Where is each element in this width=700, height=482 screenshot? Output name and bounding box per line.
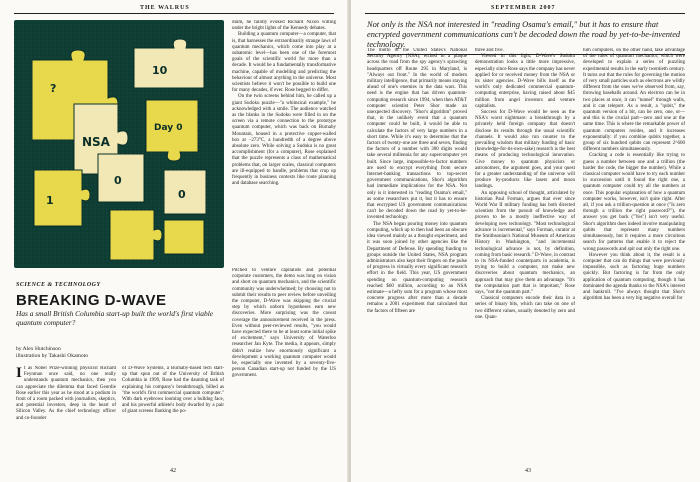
piece-label-day: Day 0 [154, 123, 183, 133]
puzzle-pieces-graphic [14, 20, 224, 268]
pull-quote: Not only is the NSA not interested in "reading Osama's email," but it has to ensure that encrypted government communications can't be decoded down the road by yet-to-be-invented technology. [367, 20, 685, 55]
byline-author: by Alex Hutchinson [16, 346, 61, 352]
paragraph: On the twin screens behind him, he called up a giant Sudoku puzzle—"a whimsical example," he acknowledged with a smile. The audience watched as the blanks in the Sudoku were filled in on the screen via a remote connection to the prototype quantum computer, which was back on Burnaby Mountain, housed in a protective copper-walled box at −273°C, a hundredth of a degree above absolute zero. While solving a Sudoku is no great accomplishment (for a computer), Rose explained that the puzzle represents a class of mathematical problems that, on larger scales, classical computers are ill-equipped to handle, problems that crop up frequently in business contexts like route planning and database searching. [232, 94, 336, 187]
header-rule-right [365, 13, 685, 14]
piece-label-zero-a: 0 [114, 174, 122, 187]
running-head-right: SEPTEMBER 2007 [491, 5, 556, 11]
column-right-2 [475, 48, 575, 464]
paragraph: The motto of the United States's National Security Agency (NSA), etched in a plaque across the road from the spy agency's sprawling headquarters off Route 295 in Maryland, is "Always out front." In the world of modern military intelligence, that primarily means staying ahead of one's enemies in the data wars. This need is the engine that has driven quantum-computing research since 1994, when then AT&T computer scientist Peter Shor made an unexpected discovery. "Shor's algorithm" proved that, in the unlikely event that a quantum computer could be built, it would be able to calculate the factors of very large numbers in a short time. While it's easy to determine that the factors of twenty-one are three and seven, finding the factors of a number with 300 digits would take several millennia for any supercomputer yet built. Since large, impossible-to-factor numbers are used to encrypt everything from secure Internet-banking transactions to top-secret government communications, Shor's algorithm had immediate implications for the NSA. Not only is it interested in "reading Osama's email," as some researchers put it, but it has to ensure that encrypted US government communications can't be decoded down the road by yet-to-be-invented technology. [367, 48, 467, 221]
column-left-lower [232, 268, 336, 464]
puzzle-illustration [14, 20, 224, 268]
paragraph: Building a quantum computer—a computer, that is, that harnesses the extraordinarily strange laws of quantum mechanics, which come into play at a subatomic level—has been one of the foremost goals of the scientific world for more than a decade. It would be a fundamentally transformative machine, capable of modelling and predicting the behaviour of almost anything in the universe. Most scientists believe it won't be possible to build one for many decades, if ever. Rose begged to differ. [232, 32, 336, 94]
page-number-left: 42 [170, 468, 176, 474]
paragraph: Classical computers encode their data in a series of binary bits, which can take on one of two different values, usually denoted by zero and one. Quan- [475, 296, 575, 320]
byline-illustrator: illustration by Takashi Okamoto [16, 353, 89, 359]
paragraph: f as Nobel Prize-winning physicist Richard Feynman once said, no one really understands quantum mechanics, then you can appreciate the dilemma that faced Geordie Rose earlier this year as he stood at a podium in front of a room packed with journalists, skeptics, and potential investors, deep in the heart of Silicon Valley. As the chief technology officer and co-founder [16, 366, 116, 421]
paragraph: Cracking a code is essentially like trying to guess a number between one and a trillion (the harder the code, the bigger the number). While a classical computer would have to try each number in succession until it found the right one, a quantum computer could try all the numbers at once. This popular explanation of how a quantum computer works, however, isn't quite right. After all, if you ask a trillion-question at once ("Is zero through a trillion the right password?"), the answer you get back ("Yes") isn't very useful. Shor's algorithm does indeed involve manipulating qubits that represent many numbers simultaneously, but it requires a more circuitous search for patterns that enable it to reject the wrong passwords and spit out only the right one. [583, 153, 685, 252]
running-head-left: THE WALRUS [140, 5, 190, 11]
column-bottom-b [122, 366, 224, 468]
paragraph: Success for D-Wave would be seen as the NSA's worst nightmare: a breakthrough by a privately held foreign company that doesn't disclose its results through the usual scientific channels. It would also run counter to the prevailing wisdom that military funding of basic (knowledge-for-its-own-sake) research is the best means of producing technological innovation. Give money to quantum physicists or astronomers, the argument goes, and your quest for a greater understanding of the universe will produce by-products like lasers and moon landings. [475, 110, 575, 190]
right-page [351, 0, 700, 482]
header-rule-left [14, 13, 334, 14]
column-left-upper [232, 20, 336, 266]
page-number-right: 43 [525, 468, 531, 474]
paragraph: Pitched to venture capitalists and potential corporate customers, the demo was long on vision and short on quantum mechanics, and the scientific community was underwhelmed; by choosing not to submit their results to peer review before unveiling the computer, D-Wave was skipping the crucial step by which unborn hypotheses earn new discoveries. More surprising was the caveat coverage the announcement received in the press. Even without peer-reviewed results, "you would have expected there to be at least some initial spike of excitement," says University of Waterloo researcher Jan Kyte. The media, it appears, simply didn't realize how enormously significant a development a working quantum computer would be, especially one invented by a seventy-five-person Canadian start-up not funded by the US government. [232, 268, 336, 379]
left-page [0, 0, 349, 482]
piece-label-one: 1 [46, 194, 54, 207]
article-dek: Has a small British Columbia start-up built the world's first viable quantum computer? [16, 309, 214, 327]
paragraph: three and five. [475, 48, 504, 53]
paragraph: The NSA began pouring money into quantum computing, which up to then had been an obscure idea viewed mainly as a thought experiment, and it was soon joined by other agencies like the Department of Defense. By spending funding to groups outside the United States, NSA program administrators also kept their fingers on the pulse of progress in virtually every significant research effort in the field. This year, US government spending on quantum-computing research reached $60 million, according to an NSA estimate—a hefty sum for a program whose most concrete progress after more than a decade remains a 2001 experiment that calculated that the factors of fifteen are [367, 221, 467, 314]
paragraph: of D-Wave Systems, a Burnaby-based tech start-up that spun out of the University of British Columbia in 1999, Rose had the daunting task of explaining his company's breakthrough, billed as "the world's first commercial quantum computer." With dark eyebrows looming over a bulldog face, and his powerful athlete's body dwarfed by a pair of giant screens flanking the po- [122, 366, 224, 415]
drop-cap: I [16, 366, 22, 381]
column-right-3 [583, 48, 685, 464]
paragraph: Viewed in this light, D-Wave's Sudoku demonstration looks a little more impressive, especially since Rose says the company has never applied for or received money from the NSA or its sister agencies. D-Wave bills itself as the world's only dedicated commercial quantum-computing enterprise, having raised about $45 million from angel investors and venture capitalists. [475, 54, 575, 109]
piece-label-ten: 10 [152, 64, 168, 77]
piece-label-question: ? [50, 82, 57, 95]
paragraph: tum computers, on the other hand, take advantage of the rules of quantum mechanics, which were developed to explain a series of puzzling experimental results in the early twentieth century. It turns out that the rules for governing the motion of very small particles such as electrons are wildly different from the ones we've observed from, say, throwing baseballs around. An electron can be in two places at once, it can "tunnel" through walls, and it can teleport. As a result, a "qubit," the quantum version of a bit, can be zero, one, or—and this is the crucial part—zero and one at the same time. This is where the remarkable power of quantum computers resides, and it increases exponentially: if you combine qubits together, a group of six hundred qubits can represent 2^600 different numbers simultaneously. [583, 48, 685, 153]
paragraph: However you think about it, the result is a computer that can do things that were previously impossible, such as factoring huge numbers quickly. But factoring is far from the only application of quantum computing, though it has dominated the agenda thanks to the NSA's interest and bankroll. "I've always thought that Shor's algorithm has been a very big negative overall for [583, 252, 685, 302]
column-bottom-a [16, 366, 116, 468]
article-headline: BREAKING D-WAVE [16, 292, 167, 309]
byline [16, 346, 88, 360]
piece-label-zero-b: 0 [178, 188, 186, 201]
column-right-1 [367, 48, 467, 464]
section-label: SCIENCE & TECHNOLOGY [16, 282, 101, 288]
piece-label-nsa: NSA [82, 135, 110, 149]
paragraph: An opposing school of thought, articulated by historian Paul Forman, argues that ever since World War II military funding has both directed scientists from the pursuit of knowledge and proven to be a mostly ineffective way of developing new technology. "Most technological advance is incremental," says Forman, curator at the Smithsonian's National Museum of American History in Washington, "and incremental technological advance is not, by definition, coming from basic research." D-Wave, in contrast to its NSA-funded counterparts in academia, is trying to build a computer, not make new discoveries about quantum mechanics, an approach that may give them an advantage. "It's the computation part that is important," Rose says, "not the quantum part." [475, 190, 575, 295]
paragraph: dium, he faintly evoked Richard Nixon wilting under the bright lights of the Kennedy debates. [232, 20, 336, 32]
